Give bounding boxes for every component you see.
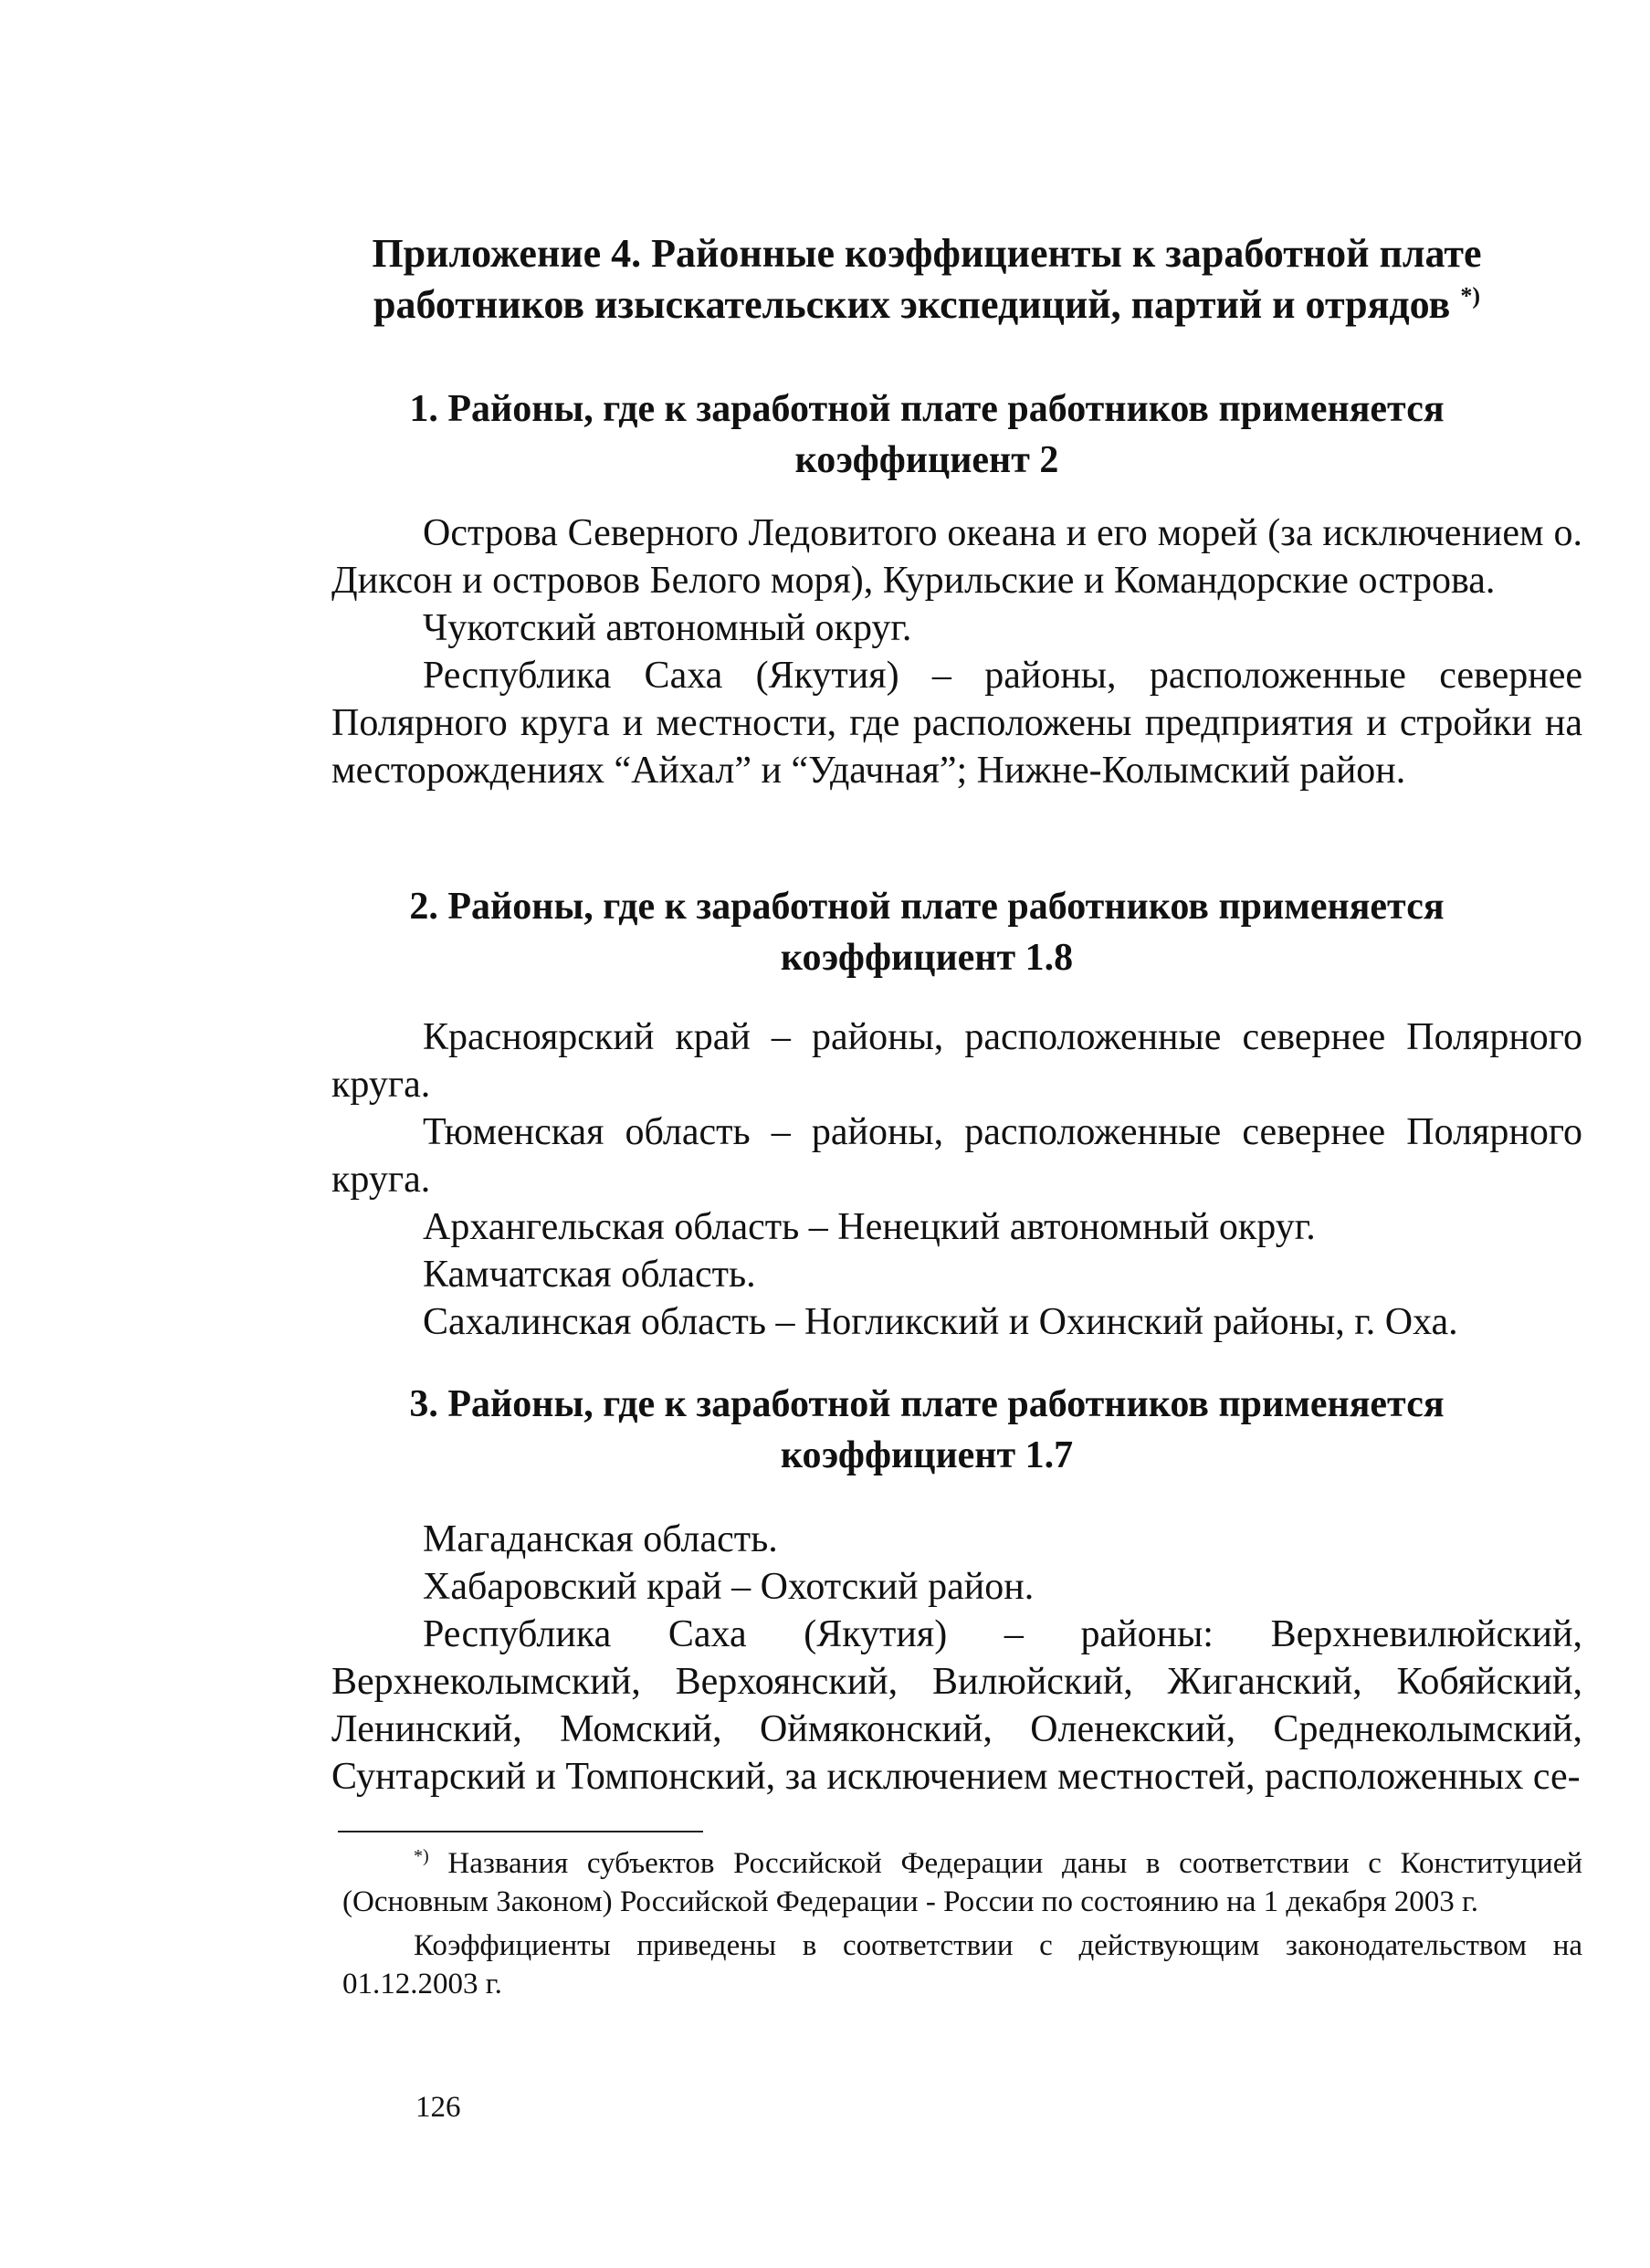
- footnotes: [342, 1844, 1582, 2009]
- section-1-body: [331, 509, 1582, 794]
- section-2-heading-line1: 2. Районы, где к заработной плате работников применяется: [409, 886, 1445, 928]
- section-3-heading-line1: 3. Районы, где к заработной плате работников применяется: [409, 1383, 1445, 1425]
- title-footnote-marker: *): [1460, 282, 1480, 310]
- appendix-title-line2: работников изыскательских экспедиций, партий и отрядов: [373, 282, 1451, 327]
- page-number: 126: [415, 2091, 461, 2124]
- appendix-title-line1: Приложение 4. Районные коэффициенты к заработной плате: [372, 231, 1482, 276]
- footnote-1: [342, 1844, 1582, 1921]
- section-1-heading: [329, 383, 1525, 486]
- section-2-heading: [329, 881, 1525, 983]
- section-3-heading: [329, 1379, 1525, 1481]
- section-3-paragraph: Хабаровский край – Охотский район.: [423, 1566, 1035, 1608]
- section-2-body: [331, 1013, 1582, 1346]
- section-1-paragraph: Острова Северного Ледовитого океана и его морей (за исключением о. Диксон и островов Белого моря), Курильские и Командорские острова.: [331, 512, 1582, 602]
- appendix-title: [329, 228, 1525, 331]
- section-3-paragraph: Республика Саха (Якутия) – районы: Верхневилюйский, Верхнеколымский, Верхоянский, Вилюйский, Жиганский, Кобяйский, Ленинский, Момский, Оймяконский, Оленекский, Среднеколымский, Сунтарский и Томпонский, за исключением местностей, расположенных се-: [331, 1613, 1582, 1798]
- section-3-paragraph: Магаданская область.: [423, 1518, 778, 1560]
- section-2-paragraph: Камчатская область.: [423, 1254, 756, 1296]
- section-1-paragraph: Республика Саха (Якутия) – районы, расположенные севернее Полярного круга и местности, где расположены предприятия и стройки на месторождениях “Айхал” и “Удачная”; Нижне-Колымский район.: [331, 655, 1582, 792]
- section-1-heading-line1: 1. Районы, где к заработной плате работников применяется: [409, 388, 1445, 430]
- section-3-heading-line2: коэффициент 1.7: [780, 1434, 1074, 1476]
- section-3-body: [331, 1516, 1582, 1801]
- footnote-2: Коэффициенты приведены в соответствии с действующим законодательством на 01.12.2003 г.: [342, 1929, 1582, 2000]
- section-1-paragraph: Чукотский автономный округ.: [423, 607, 912, 649]
- section-2-paragraph: Тюменская область – районы, расположенные севернее Полярного круга.: [331, 1111, 1582, 1201]
- footnote-1-text: Названия субъектов Российской Федерации даны в соответствии с Конституцией (Основным Законом) Российской Федерации - России по состоянию на 1 декабря 2003 г.: [342, 1847, 1582, 1918]
- section-1-heading-line2: коэффициент 2: [794, 439, 1059, 481]
- section-2-paragraph: Архангельская область – Ненецкий автономный округ.: [423, 1206, 1316, 1248]
- section-2-paragraph: Сахалинская область – Ногликский и Охинский районы, г. Оха.: [423, 1301, 1458, 1343]
- footnote-marker: *): [414, 1846, 429, 1866]
- section-2-heading-line2: коэффициент 1.8: [780, 937, 1074, 979]
- section-2-paragraph: Красноярский край – районы, расположенные севернее Полярного круга.: [331, 1016, 1582, 1106]
- footnote-divider: [338, 1831, 703, 1832]
